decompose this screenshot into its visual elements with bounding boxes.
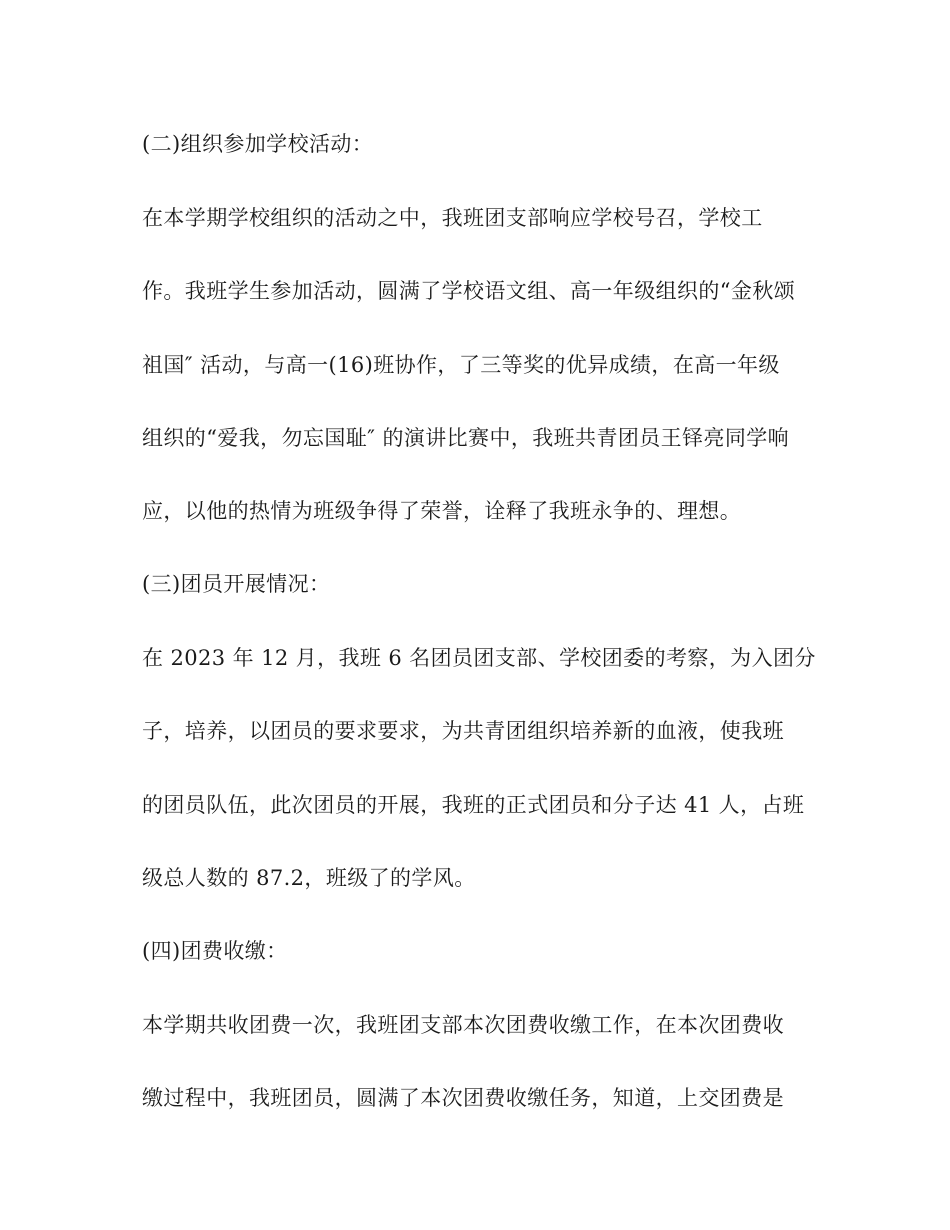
paragraph-line: 组织的“爱我，勿忘国耻″ 的演讲比赛中，我班共青团员王铎亮同学响 <box>142 426 790 450</box>
paragraph-line: 级总人数的 87.2，班级了的学风。 <box>142 866 476 890</box>
paragraph-line: 祖国″ 活动，与高一(16)班协作，了三等奖的优异成绩，在高一年级 <box>142 353 780 377</box>
heading-membership-fees: (四)团费收缴： <box>142 939 288 963</box>
paragraph-line: 应，以他的热情为班级争得了荣誉，诠释了我班永争的、理想。 <box>142 499 742 523</box>
paragraph-line: 缴过程中，我班团员，圆满了本次团费收缴任务，知道，上交团费是 <box>142 1086 784 1110</box>
heading-school-activities: (二)组织参加学校活动： <box>142 132 374 156</box>
paragraph-line: 在 2023 年 12 月，我班 6 名团员团支部、学校团委的考察，为入团分 <box>142 646 816 670</box>
paragraph-line: 在本学期学校组织的活动之中，我班团支部响应学校号召，学校工 <box>142 206 763 230</box>
paragraph-line: 的团员队伍，此次团员的开展，我班的正式团员和分子达 41 人，占班 <box>142 793 805 817</box>
paragraph-line: 子，培养，以团员的要求要求，为共青团组织培养新的血液，使我班 <box>142 719 784 743</box>
paragraph-line: 作。我班学生参加活动，圆满了学校语文组、高一年级组织的“金秋颂 <box>142 279 796 303</box>
heading-member-development: (三)团员开展情况： <box>142 572 331 596</box>
paragraph-line: 本学期共收团费一次，我班团支部本次团费收缴工作，在本次团费收 <box>142 1013 784 1037</box>
